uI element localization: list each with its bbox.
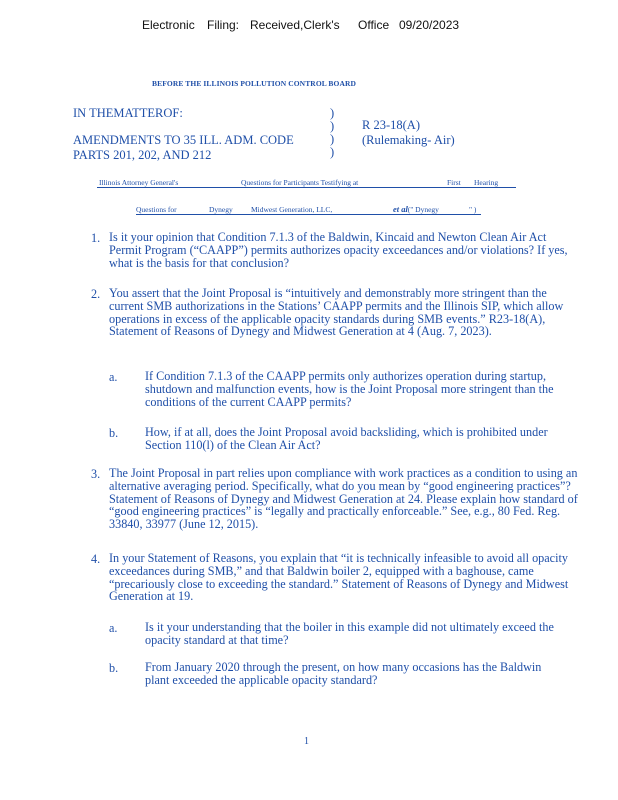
heading-line-1 (97, 178, 516, 188)
heading-ag: Illinois Attorney General's (99, 178, 179, 187)
sub-question-text: From January 2020 through the present, on how many occasions has the Baldwin plant exceeded the applicable opacity standard? (145, 660, 542, 687)
caption-paren: ) (330, 145, 335, 159)
question-text: You assert that the Joint Proposal is “intuitively and demonstrably more stringent than the current SMB authorizations in the Stations’ CAAPP permits and the Illinois SIP, which allow operations in excess of the applicable opacity standards during SMB events.” R23-18(A), Statement of Reasons of Dynegy and Midwest Generation at 4 (Aug. 7, 2023). (109, 286, 564, 339)
question-number: 1. (91, 231, 101, 245)
question-number: 4. (91, 552, 101, 566)
heading-line-2 (136, 205, 481, 215)
heading-first: First (447, 178, 461, 187)
heading-close: " ) (469, 205, 477, 214)
question-number: 3. (91, 467, 101, 481)
caption-paren: ) (330, 119, 335, 133)
sub-question-letter: b. (109, 661, 119, 675)
filing-word-filing: Filing: (207, 18, 240, 32)
heading-hearing: Hearing (474, 178, 499, 187)
question-text: In your Statement of Reasons, you explain that “it is technically infeasible to avoid all opacity exceedances during SMB,” and that Baldwin boiler 2, equipped with a baghouse, came “precariously close to exceeding the standard.” Statement of Reasons of Dynegy and Midwest Generation at 19. (109, 551, 569, 604)
heading-dynegy: Dynegy (209, 205, 233, 214)
heading-midwest: Midwest Generation, LLC, (251, 205, 333, 214)
question-text: The Joint Proposal in part relies upon compliance with work practices as a condition to using an alternative averaging period. Specifically, what do you mean by “good engineering practices”? Statement of Reasons of Dynegy and Midwest Generation at 24. Please explain how standard of “good engineering practices” is “legally and practically enforceable.” See, e.g., 80 Fed. Reg. 33840, 33977 (June 12, 2015). (109, 466, 578, 532)
case-type: (Rulemaking- Air) (362, 133, 455, 147)
heading-etal: et al (393, 204, 408, 214)
sub-question-text: Is it your understanding that the boiler in this example did not ultimately exceed the opacity standard at that time? (145, 620, 554, 647)
caption-paren: ) (330, 132, 335, 146)
caption-matter: IN THEMATTEROF: (73, 106, 183, 120)
sub-question-letter: a. (109, 370, 118, 384)
heading-dynegy-short: . (" Dynegy (404, 205, 439, 214)
question-text: Is it your opinion that Condition 7.1.3 of the Baldwin, Kincaid and Newton Clean Air Act Permit Program (“CAAPP”) permits authorizes opacity exceedances and/or violations? If yes, what is the basis for that conclusion? (109, 230, 568, 270)
sub-question-letter: b. (109, 426, 119, 440)
question-number: 2. (91, 287, 101, 301)
case-number: R 23-18(A) (362, 118, 420, 132)
heading-questions-for: Questions for Participants Testifying at (241, 178, 359, 187)
caption-amendments: AMENDMENTS TO 35 ILL. ADM. CODE (73, 133, 294, 147)
heading-questions: Questions for (136, 205, 177, 214)
caption-parts: PARTS 201, 202, AND 212 (73, 148, 212, 162)
filing-word-received: Received,Clerk's (250, 18, 340, 32)
sub-question-letter: a. (109, 621, 118, 635)
page-number: 1 (304, 736, 309, 747)
caption-paren: ) (330, 106, 335, 120)
board-title: BEFORE THE ILLINOIS POLLUTION CONTROL BOARD (152, 79, 356, 88)
filing-date: 09/20/2023 (399, 18, 460, 32)
filing-word-office: Office (358, 18, 390, 32)
sub-question-text: How, if at all, does the Joint Proposal avoid backsliding, which is prohibited under Section 110(l) of the Clean Air Act? (145, 425, 548, 452)
sub-question-text: If Condition 7.1.3 of the CAAPP permits only authorizes operation during startup, shutdown and malfunction events, how is the Joint Proposal more stringent than the conditions of the current CAAPP permits? (145, 369, 554, 409)
filing-word-electronic: Electronic (142, 18, 195, 32)
